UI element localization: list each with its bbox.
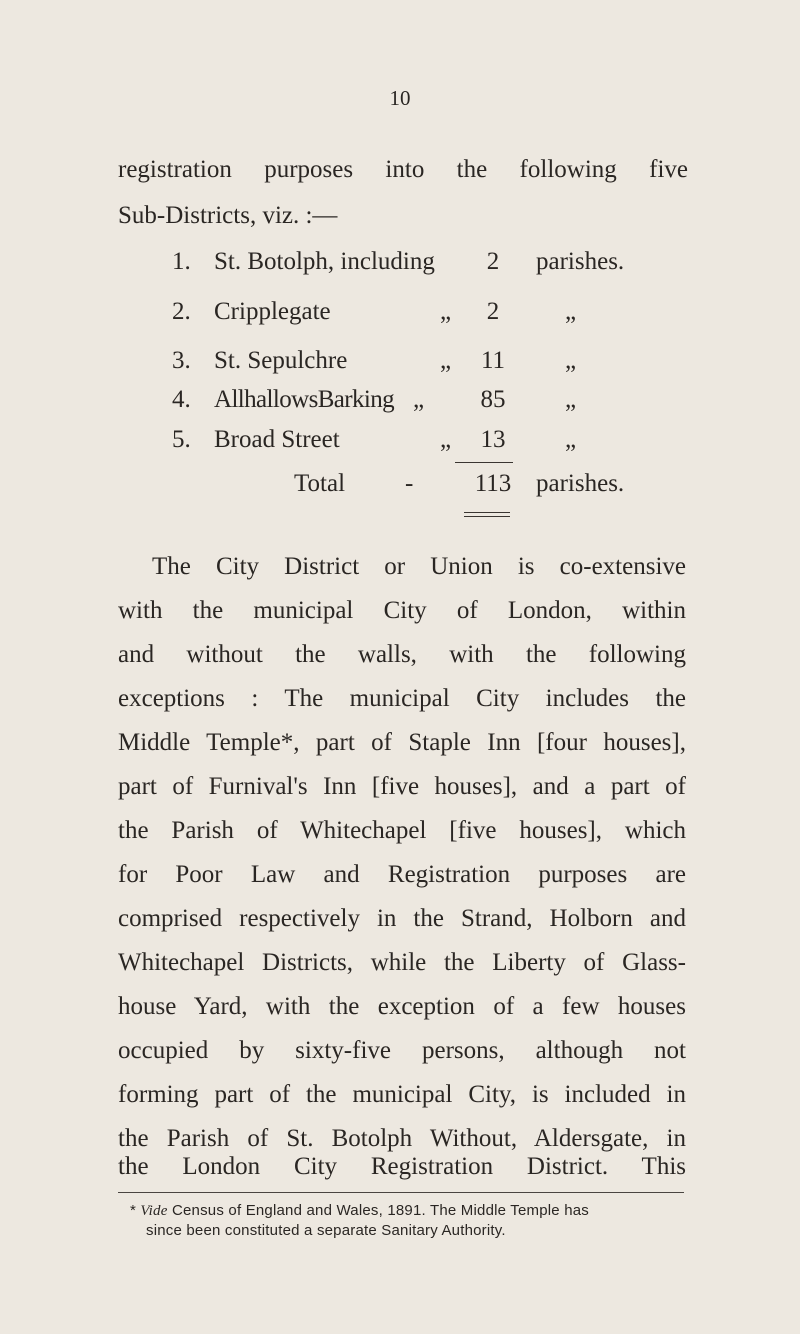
paragraph-line: the Parish of St. Botolph Without, Aldersgate, in — [118, 1125, 686, 1152]
ditto-mark: „ — [440, 347, 452, 374]
footnote-rule — [118, 1192, 684, 1193]
footnote-line-1 — [130, 1202, 589, 1220]
sum-rule — [455, 462, 513, 463]
district-name: St. Botolph, including — [214, 248, 435, 275]
item-number: 5. — [172, 426, 191, 453]
list-item — [0, 246, 800, 278]
footnote-marker: * — [130, 1202, 137, 1219]
list-item — [0, 296, 800, 328]
paragraph-line: Whitechapel Districts, while the Liberty of Glass- — [118, 949, 686, 976]
parish-count: 11 — [480, 347, 506, 374]
district-name: Cripplegate — [214, 298, 331, 325]
total-dash: - — [405, 470, 414, 497]
paragraph-line: with the municipal City of London, within — [118, 597, 686, 624]
paragraph-line: the London City Registration District. This — [118, 1153, 686, 1180]
item-number: 1. — [172, 248, 191, 275]
unit-label: parishes. — [536, 248, 625, 275]
paragraph-line: The City District or Union is co-extensive — [152, 553, 686, 580]
double-rule-top — [464, 512, 510, 513]
item-number: 4. — [172, 386, 191, 413]
intro-line-2: Sub-Districts, viz. :— — [118, 202, 338, 229]
paragraph-line: and without the walls, with the following — [118, 641, 686, 668]
paragraph-line: house Yard, with the exception of a few houses — [118, 993, 686, 1020]
paragraph-line: exceptions : The municipal City includes the — [118, 685, 686, 712]
paragraph-line: part of Furnival's Inn [five houses], and a part of — [118, 773, 686, 800]
district-name: St. Sepulchre — [214, 347, 348, 374]
unit-ditto-mark: „ — [565, 347, 577, 374]
paragraph-line: forming part of the municipal City, is included in — [118, 1081, 686, 1108]
parish-count: 13 — [480, 426, 506, 453]
total-label: Total — [294, 470, 346, 497]
footnote-line-2: since been constituted a separate Sanitary Authority. — [146, 1222, 506, 1239]
paragraph-line: comprised respectively in the Strand, Holborn and — [118, 905, 686, 932]
list-item — [0, 384, 800, 416]
unit-ditto-mark: „ — [565, 298, 577, 325]
total-count: 113 — [474, 470, 512, 497]
paragraph-line: occupied by sixty-five persons, although not — [118, 1037, 686, 1064]
paragraph-line: the Parish of Whitechapel [five houses], which — [118, 817, 686, 844]
total-unit: parishes. — [536, 470, 625, 497]
footnote-text: Census of England and Wales, 1891. The Middle Temple has — [171, 1202, 589, 1219]
page-number: 10 — [389, 86, 411, 110]
list-item — [0, 345, 800, 377]
unit-ditto-mark: „ — [565, 386, 577, 413]
ditto-mark: „ — [413, 386, 425, 413]
ditto-mark: „ — [440, 298, 452, 325]
list-item — [0, 424, 800, 456]
district-name: Broad Street — [214, 426, 340, 453]
footnote-vide: Vide — [140, 1203, 168, 1219]
item-number: 2. — [172, 298, 191, 325]
ditto-mark: „ — [440, 426, 452, 453]
parish-count: 2 — [486, 248, 500, 275]
intro-line-1: registration purposes into the following five — [118, 156, 688, 183]
parish-count: 2 — [486, 298, 500, 325]
double-rule-bottom — [464, 516, 510, 517]
district-name: AllhallowsBarking — [214, 386, 395, 413]
item-number: 3. — [172, 347, 191, 374]
paragraph-line: for Poor Law and Registration purposes are — [118, 861, 686, 888]
unit-ditto-mark: „ — [565, 426, 577, 453]
total-row — [0, 468, 800, 500]
parish-count: 85 — [480, 386, 506, 413]
paragraph-line: Middle Temple*, part of Staple Inn [four houses], — [118, 729, 686, 756]
